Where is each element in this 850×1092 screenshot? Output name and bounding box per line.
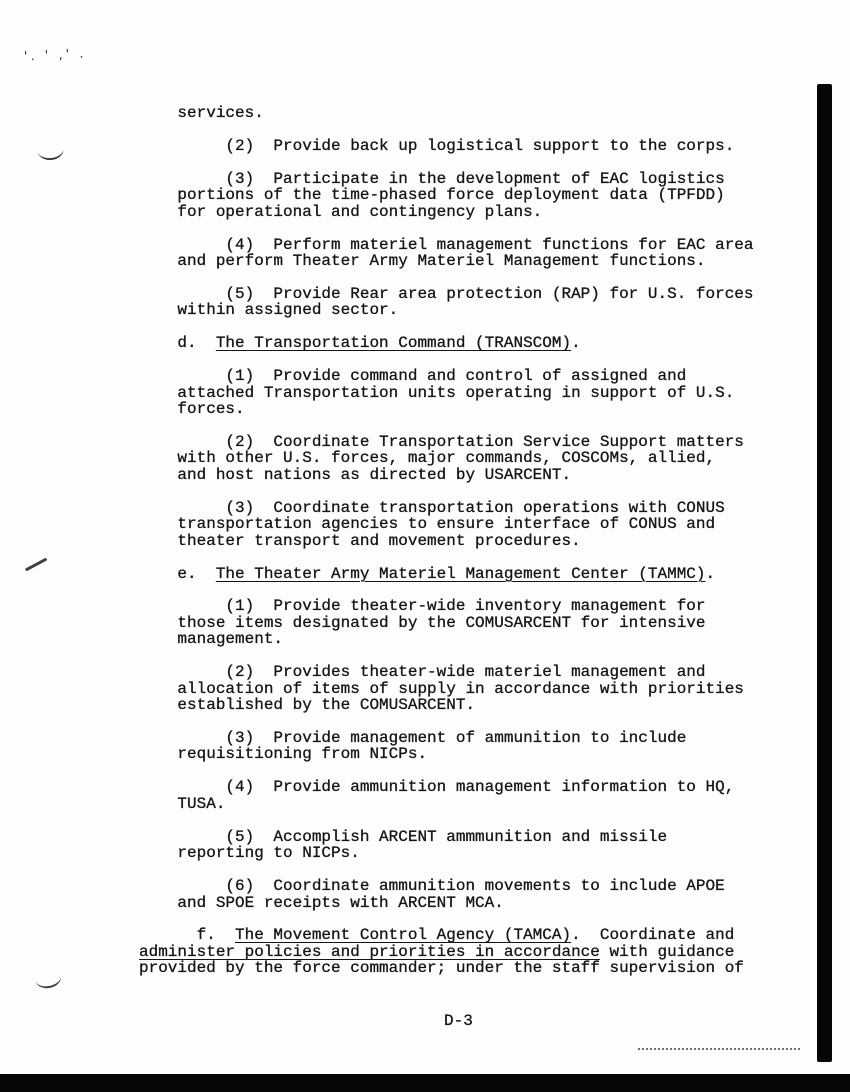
e-item-4 bbox=[139, 779, 754, 812]
text-line: theater transport and movement procedures. bbox=[139, 531, 581, 550]
e-item-1 bbox=[139, 598, 754, 647]
text-line: allocation of items of supply in accordance with priorities bbox=[139, 679, 744, 698]
text-line: (1) Provide command and control of assigned and bbox=[139, 367, 687, 386]
heading-d bbox=[139, 335, 754, 351]
e-item-2 bbox=[139, 664, 754, 713]
text-line: forces. bbox=[139, 400, 245, 419]
d-item-3 bbox=[139, 500, 754, 549]
text-line: d. The Transportation Command (TRANSCOM). bbox=[139, 334, 581, 353]
text-line: (3) Participate in the development of EAC logistics bbox=[139, 169, 725, 188]
text-line: (3) Coordinate transportation operations with CONUS bbox=[139, 498, 725, 517]
text-line: and host nations as directed by USARCENT. bbox=[139, 465, 572, 484]
heading-e bbox=[139, 566, 754, 582]
text-line: (4) Perform materiel management functions for EAC area bbox=[139, 235, 754, 254]
pen-mark bbox=[37, 147, 64, 162]
document-body bbox=[139, 105, 754, 977]
para-f bbox=[139, 927, 754, 976]
text-line: and SPOE receipts with ARCENT MCA. bbox=[139, 893, 504, 912]
text-line: f. The Movement Control Agency (TAMCA). Coordinate and bbox=[139, 926, 735, 945]
text-line: and perform Theater Army Materiel Management functions. bbox=[139, 252, 706, 271]
handwritten-marks: '. ' ,' . bbox=[23, 46, 87, 65]
d-item-2 bbox=[139, 434, 754, 483]
text-line: provided by the force commander; under the staff supervision of bbox=[139, 959, 744, 978]
text-line: those items designated by the COMUSARCENT for intensive bbox=[139, 613, 706, 632]
item-5 bbox=[139, 286, 754, 319]
text-line: portions of the time-phased force deployment data (TPFDD) bbox=[139, 186, 725, 205]
pen-mark bbox=[35, 973, 63, 990]
text-line: management. bbox=[139, 630, 284, 649]
e-item-5 bbox=[139, 829, 754, 862]
e-item-6 bbox=[139, 878, 754, 911]
text-line: for operational and contingency plans. bbox=[139, 202, 543, 221]
text-line: (6) Coordinate ammunition movements to include APOE bbox=[139, 877, 725, 896]
e-item-3 bbox=[139, 730, 754, 763]
text-line: (4) Provide ammunition management information to HQ, bbox=[139, 778, 735, 797]
text-line: administer policies and priorities in accordance with guidance bbox=[139, 942, 735, 961]
d-item-1 bbox=[139, 368, 754, 417]
text-line: attached Transportation units operating in support of U.S. bbox=[139, 383, 735, 402]
text-line: e. The Theater Army Materiel Management Center (TAMMC). bbox=[139, 564, 716, 583]
text-line: services. bbox=[139, 104, 264, 122]
item-2 bbox=[139, 138, 754, 154]
text-line: (1) Provide theater-wide inventory management for bbox=[139, 597, 706, 616]
pen-mark bbox=[25, 558, 47, 571]
item-4 bbox=[139, 237, 754, 270]
scan-edge-bar-bottom bbox=[0, 1074, 850, 1092]
page-number: D-3 bbox=[444, 1012, 473, 1030]
text-line: TUSA. bbox=[139, 794, 226, 813]
scan-edge-bar-right bbox=[817, 84, 832, 1062]
text-line: within assigned sector. bbox=[139, 301, 399, 320]
text-line: reporting to NICPs. bbox=[139, 844, 360, 863]
item-3 bbox=[139, 171, 754, 220]
text-line: (5) Provide Rear area protection (RAP) for U.S. forces bbox=[139, 284, 754, 303]
text-line: requisitioning from NICPs. bbox=[139, 745, 428, 764]
text-line: (3) Provide management of ammunition to include bbox=[139, 729, 687, 748]
scan-dotted-artifact bbox=[638, 1048, 800, 1050]
text-line: (5) Accomplish ARCENT ammmunition and missile bbox=[139, 827, 668, 846]
text-line: transportation agencies to ensure interface of CONUS and bbox=[139, 515, 716, 534]
text-line: (2) Coordinate Transportation Service Support matters bbox=[139, 432, 744, 451]
text-line: (2) Provide back up logistical support to the corps. bbox=[139, 136, 735, 155]
intro-continuation bbox=[139, 105, 754, 121]
text-line: (2) Provides theater-wide materiel management and bbox=[139, 663, 706, 682]
text-line: with other U.S. forces, major commands, COSCOMs, allied, bbox=[139, 449, 716, 468]
text-line: established by the COMUSARCENT. bbox=[139, 696, 476, 715]
